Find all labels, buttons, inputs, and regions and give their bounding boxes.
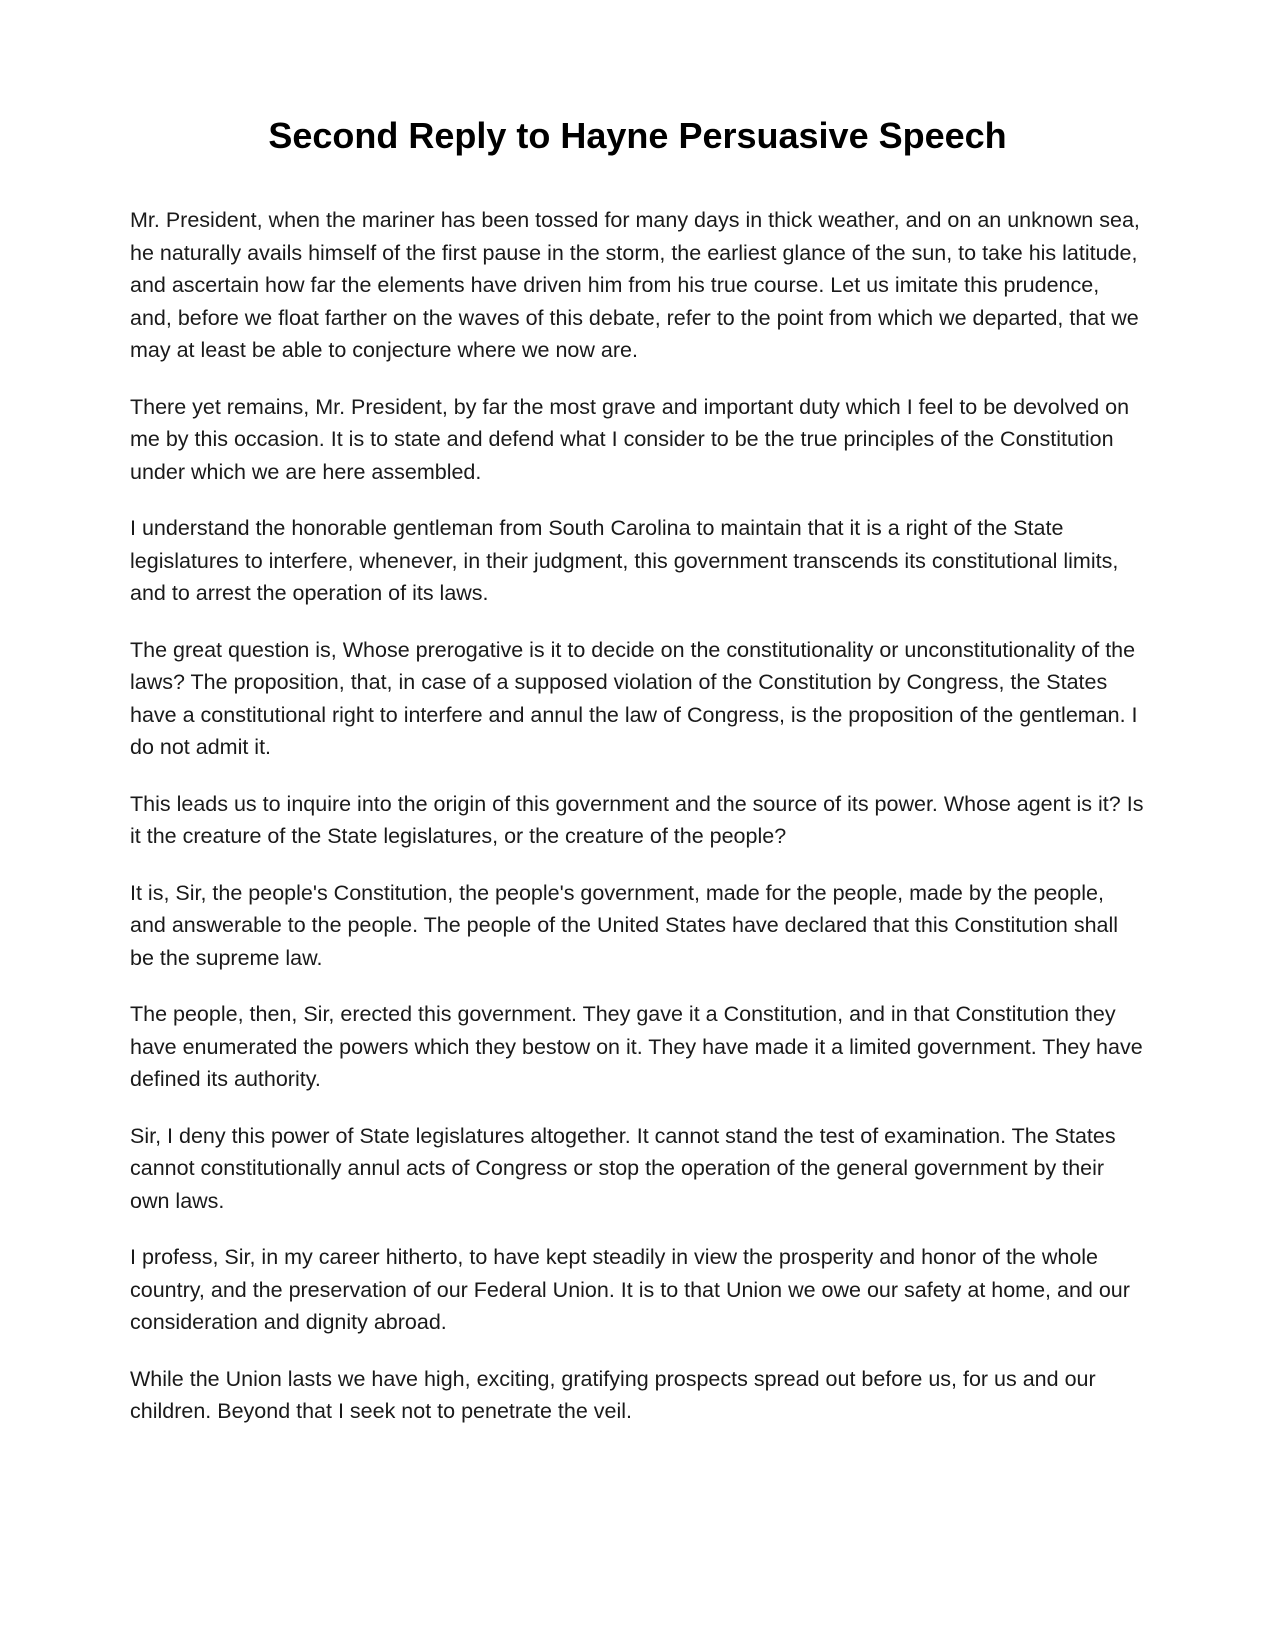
document-title: Second Reply to Hayne Persuasive Speech: [268, 115, 1007, 156]
paragraph: Mr. President, when the mariner has been tossed for many days in thick weather, and on an unknown sea, he naturally avails himself of the first pause in the storm, the earliest glance of the sun, to take his latitude, and ascertain how far the elements have driven him from his true course. Let us imitate this prudence, and, before we float farther on the waves of this debate, refer to the point from which we departed, that we may at least be able to conjecture where we now are.: [130, 208, 1140, 362]
paragraph: It is, Sir, the people's Constitution, the people's government, made for the people, made by the people, and answerable to the people. The people of the United States have declared that this Constitution shall be the supreme law.: [130, 880, 1119, 970]
paragraph: Sir, I deny this power of State legislatures altogether. It cannot stand the test of examination. The States cannot constitutionally annul acts of Congress or stop the operation of the general government by their own laws.: [130, 1123, 1116, 1213]
paragraph: This leads us to inquire into the origin of this government and the source of its power. Whose agent is it? Is it the creature of the State legislatures, or the creature of the people?: [130, 791, 1144, 848]
paragraph: I understand the honorable gentleman from South Carolina to maintain that it is a right of the State legislatures to interfere, whenever, in their judgment, this government transcends its constitutional limits, and to arrest the operation of its laws.: [130, 516, 1119, 605]
paragraph: The people, then, Sir, erected this government. They gave it a Constitution, and in that Constitution they have enumerated the powers which they bestow on it. They have made it a limited government. They have defined its authority.: [130, 1002, 1143, 1091]
paragraph: The great question is, Whose prerogative is it to decide on the constitutionality or unconstitutionality of the laws? The proposition, that, in case of a supposed violation of the Constitution by Congress, the States have a constitutional right to interfere and annul the law of Congress, is the proposition of the gentleman. I do not admit it.: [130, 637, 1138, 759]
document-body: [130, 204, 1145, 1428]
paragraph: While the Union lasts we have high, exciting, gratifying prospects spread out before us, for us and our children. Beyond that I seek not to penetrate the veil.: [130, 1366, 1096, 1423]
paragraph: I profess, Sir, in my career hitherto, to have kept steadily in view the prosperity and honor of the whole country, and the preservation of our Federal Union. It is to that Union we owe our safety at home, and our consideration and dignity abroad.: [130, 1245, 1130, 1334]
paragraph: There yet remains, Mr. President, by far the most grave and important duty which I feel to be devolved on me by this occasion. It is to state and defend what I consider to be the true principles of the Constitution under which we are here assembled.: [130, 394, 1130, 484]
